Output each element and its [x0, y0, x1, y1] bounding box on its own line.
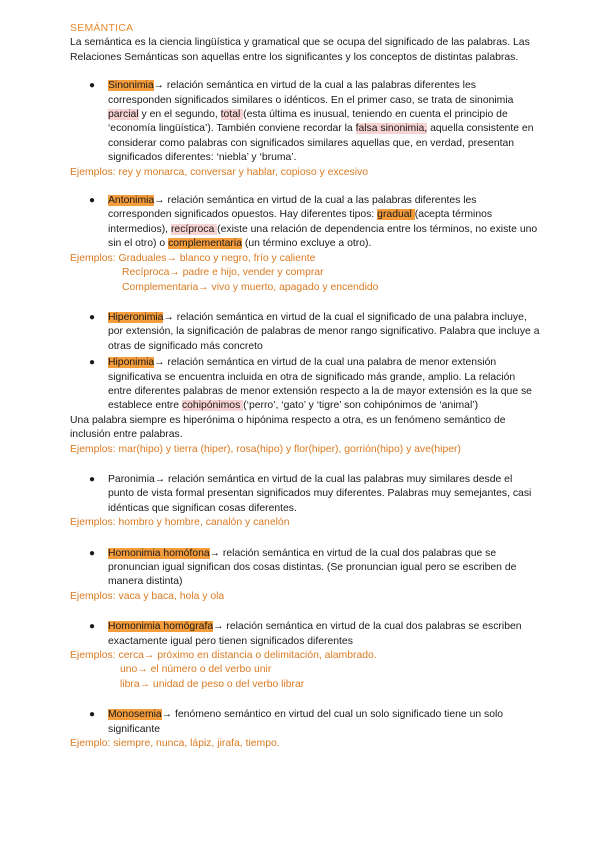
term-homonimia-homografa: Homonimia homógrafa — [108, 621, 214, 633]
definition-text: → relación semántica en virtud de la cual las palabras muy similares desde el punto de vista formal presentan significados muy diferentes. Palabras muy semejantes, casi idénticas que significan cosas diferentes. — [108, 473, 532, 514]
definition-text: aquella consistente en considerar como palabras con significados similares aquellas que, en verdad, presentan significados diferentes: ‘niebla’ y ‘bruma’. — [108, 123, 534, 164]
highlight-total: total — [220, 109, 244, 121]
bullet-icon: ● — [89, 473, 96, 485]
term-sinonimia: Sinonimia — [108, 80, 154, 92]
bullet-icon: ● — [89, 311, 96, 323]
bullet-icon: ● — [89, 621, 96, 633]
definition-text: y en el segundo, — [138, 109, 221, 121]
term-antonimia: Antonimia — [108, 195, 155, 207]
examples-paronimia: Ejemplos: hombro y hombre, canalón y canelón — [70, 517, 290, 529]
examples-homonimia-homofona: Ejemplos: vaca y baca, hola y ola — [70, 590, 225, 602]
examples-antonimia: Ejemplos: Graduales→ blanco y negro, frío y caliente — [70, 252, 316, 264]
inclusion-note: Una palabra siempre es hiperónima o hipónima respecto a otra, es un fenómeno semántico de inclusión entre palabras. — [70, 414, 506, 441]
definition-text: → relación semántica en virtud de la cual a las palabras diferentes les corresponden significados similares o idénticos. En el primer caso, se trata de sinonimia — [108, 80, 514, 106]
term-paronimia: Paronimia — [108, 473, 155, 485]
definition-text: → relación semántica en virtud de la cual a las palabras diferentes les corresponden significados opuestos. Hay diferentes tipos: — [108, 195, 477, 221]
bullet-icon: ● — [89, 80, 96, 92]
highlight-falsa-sinonimia: falsa sinonimia, — [355, 123, 428, 135]
bullet-icon: ● — [89, 195, 96, 207]
highlight-cohiponimos: cohipónimos — [181, 400, 244, 412]
examples-homonimia-homografa: libra→ unidad de peso o del verbo librar — [120, 678, 305, 690]
definition-text: (un término excluye a otro). — [241, 238, 372, 250]
term-hiponimia: Hiponimia — [108, 357, 155, 369]
term-monosemia: Monosemia — [108, 709, 162, 721]
definition-text: → relación semántica en virtud de la cual una palabra de menor extensión significativa se encuentra incluida en otra de significado más grande, amplio. La relación entre diferentes palabras de menor extensión respecto a la de mayor extensión es la que se establece entre — [108, 357, 532, 412]
document-title: SEMÁNTICA — [70, 23, 134, 34]
highlight-complementaria: complementaria — [168, 238, 242, 250]
examples-homonimia-homografa: uno→ el número o del verbo unir — [120, 664, 272, 676]
definition-text: (esta última es inusual, teniendo en cuenta el principio de ‘economía lingüística’). También conviene recordar la — [108, 109, 508, 135]
list-item-hiperonimia — [70, 311, 540, 354]
term-homonimia-homofona: Homonimia homófona — [108, 547, 210, 559]
bullet-icon: ● — [89, 547, 96, 559]
list-item-sinonimia — [70, 79, 540, 165]
definition-text: (‘perro’, ‘gato’ y ‘tigre’ son cohipónimos de ‘animal’) — [243, 400, 479, 412]
list-item-homonimia-homofona — [70, 547, 540, 590]
definition-text: → relación semántica en virtud de la cual el significado de una palabra incluye, por extensión, la significación de palabras de menor rango significativo. Palabra que incluye a otras de significado más concreto — [108, 311, 540, 352]
list-item-paronimia — [70, 473, 540, 516]
bullet-icon: ● — [89, 709, 96, 721]
examples-hiperonimia: Ejemplos: mar(hipo) y tierra (hiper), rosa(hipo) y flor(hiper), gorrión(hipo) y ave(hiper) — [70, 443, 461, 455]
definition-text: → fenómeno semántico en virtud del cual un solo significado tiene un solo significante — [108, 709, 504, 735]
definition-text: (acepta términos intermedios), — [108, 209, 493, 235]
examples-antonimia: Complementaria→ vivo y muerto, apagado y encendido — [122, 281, 379, 293]
bullet-icon: ● — [89, 357, 96, 369]
highlight-parcial: parcial — [108, 109, 139, 121]
list-item-homonimia-homografa — [70, 620, 540, 649]
highlight-reciproca: recíproca — [170, 223, 218, 235]
definition-text: (existe una relación de dependencia entre los términos, no existe uno sin el otro) o — [108, 223, 538, 250]
highlight-gradual: gradual — [377, 209, 415, 221]
definition-text: → relación semántica en virtud de la cual dos palabras se escriben exactamente igual pero tienen significados diferentes — [108, 621, 522, 647]
examples-monosemia: Ejemplo: siempre, nunca, lápiz, jirafa, tiempo. — [70, 738, 280, 750]
examples-homonimia-homografa: Ejemplos: cerca→ próximo en distancia o delimitación, alambrado. — [70, 650, 377, 662]
document-page — [70, 22, 540, 751]
list-item-monosemia — [70, 708, 540, 737]
examples-sinonimia: Ejemplos: rey y monarca, conversar y hablar, copioso y excesivo — [70, 166, 368, 178]
term-hiperonimia: Hiperonimia — [108, 311, 164, 323]
list-item-hiponimia — [70, 356, 540, 414]
definition-text: → relación semántica en virtud de la cual dos palabras que se pronuncian igual significan dos cosas distintas. (Se pronuncian igual pero se escriben de manera distinta) — [108, 547, 517, 588]
intro-paragraph: La semántica es la ciencia lingüística y gramatical que se ocupa del significado de las palabras. Las Relaciones Semánticas son aquellas entre los significantes y los conceptos de distintas palabras. — [70, 37, 530, 63]
examples-antonimia: Recíproca→ padre e hijo, vender y comprar — [122, 267, 324, 279]
list-item-antonimia — [70, 194, 540, 252]
